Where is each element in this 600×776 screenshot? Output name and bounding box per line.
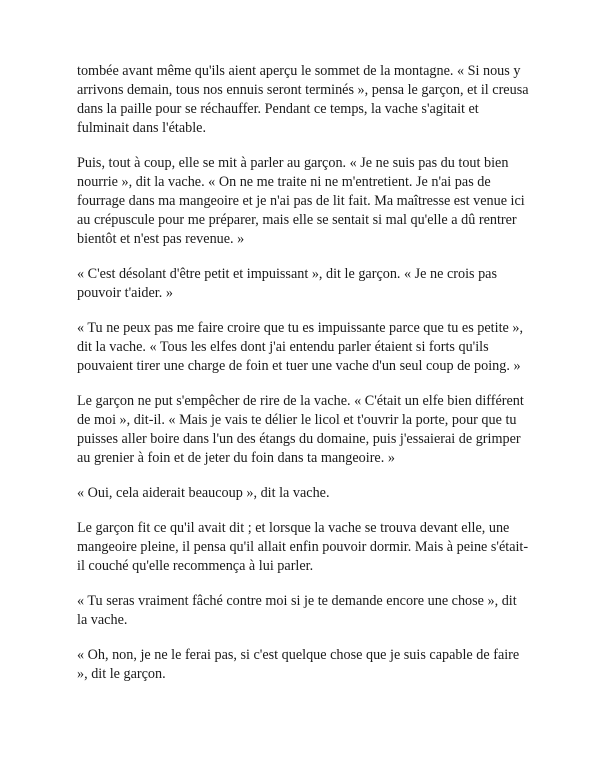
paragraph-5: Le garçon ne put s'empêcher de rire de la vache. « C'était un elfe bien différent de moi », dit-il. « Mais je vais te délier le licol et t'ouvrir la porte, pour que tu puisses aller boire dans l'un des étangs du domaine, puis j'essaierai de grimper au grenier à foin et de jeter du foin dans ta mangeoire. » (77, 393, 524, 466)
paragraph-1: tombée avant même qu'ils aient aperçu le sommet de la montagne. « Si nous y arrivons demain, tous nos ennuis seront terminés », pensa le garçon, et il creusa dans la paille pour se réchauffer. Pendant ce temps, la vache s'agitait et fulminait dans l'étable. (77, 63, 529, 136)
paragraph-9: « Oh, non, je ne le ferai pas, si c'est quelque chose que je suis capable de faire », dit le garçon. (77, 647, 520, 682)
paragraph-6: « Oui, cela aiderait beaucoup », dit la vache. (77, 485, 330, 501)
document-page (77, 62, 529, 700)
paragraph-2: Puis, tout à coup, elle se mit à parler au garçon. « Je ne suis pas du tout bien nourrie », dit la vache. « On ne me traite ni ne m'entretient. Je n'ai pas de fourrage dans ma mangeoire et je n'ai pas de lit fait. Ma maîtresse est venue ici au crépuscule pour me préparer, mais elle se sentait si mal qu'elle a dû rentrer bientôt et n'est pas revenue. » (77, 155, 525, 247)
paragraph-8: « Tu seras vraiment fâché contre moi si je te demande encore une chose », dit la vache. (77, 593, 517, 628)
paragraph-4: « Tu ne peux pas me faire croire que tu es impuissante parce que tu es petite », dit la vache. « Tous les elfes dont j'ai entendu parler étaient si forts qu'ils pouvaient tirer une charge de foin et tuer une vache d'un seul coup de poing. » (77, 320, 523, 374)
paragraph-3: « C'est désolant d'être petit et impuissant », dit le garçon. « Je ne crois pas pouvoir t'aider. » (77, 266, 497, 301)
paragraph-7: Le garçon fit ce qu'il avait dit ; et lorsque la vache se trouva devant elle, une mangeoire pleine, il pensa qu'il allait enfin pouvoir dormir. Mais à peine s'était-il couché qu'elle recommença à lui parler. (77, 520, 529, 574)
